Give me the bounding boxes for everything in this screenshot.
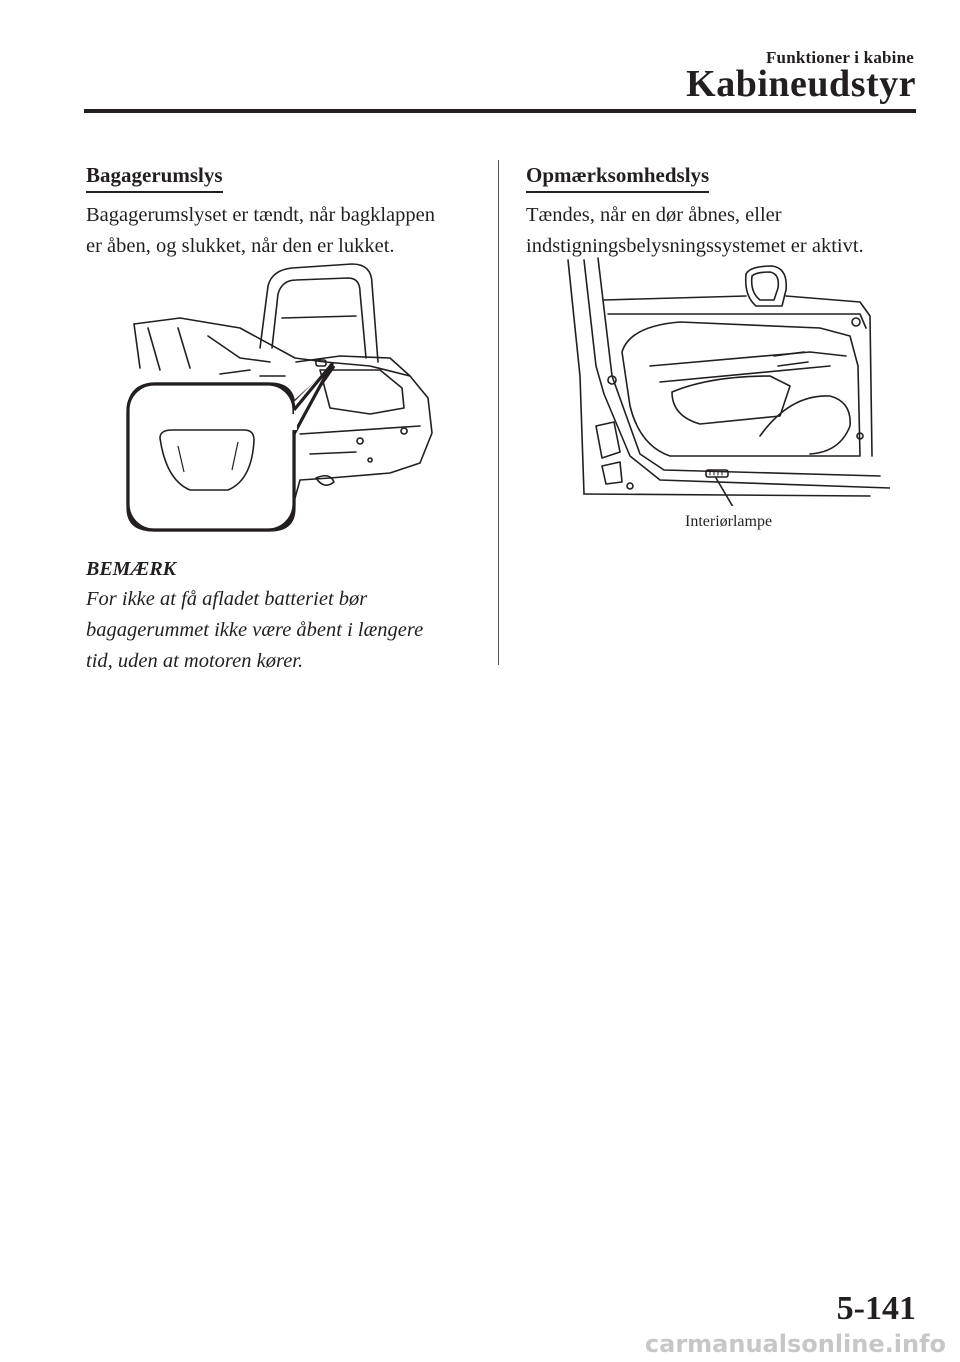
note-line-3: tid, uden at motoren kører. [86,650,304,672]
watermark: carmanualsonline.info [644,1330,946,1358]
trunk-light-illustration [120,258,440,538]
trunk-light-title: Bagagerumslys [86,163,223,193]
section-heading: Kabineudstyr [686,63,916,105]
trunk-light-body-line-2: er åben, og slukket, når den er lukket. [86,235,395,257]
note-line-1: For ikke at få afladet batteriet bør [86,588,368,610]
trunk-light-body-line-1: Bagagerumslyset er tændt, når bagklappen [86,204,435,226]
interior-lamp-callout: Interiørlampe [685,513,773,530]
page-number: 5-141 [836,1290,916,1327]
courtesy-light-body-line-1: Tændes, når en dør åbnes, eller [526,204,782,226]
chapter-subtitle: Funktioner i kabine [765,48,914,67]
door-illustration [560,256,890,506]
column-divider [498,160,499,665]
courtesy-light-title: Opmærksomhedslys [526,163,709,193]
note-line-2: bagagerummet ikke være åbent i længere [86,619,424,641]
note-label: BEMÆRK [86,558,177,580]
courtesy-light-body-line-2: indstigningsbelysningssystemet er aktivt. [526,235,864,257]
header-rule [84,109,916,113]
